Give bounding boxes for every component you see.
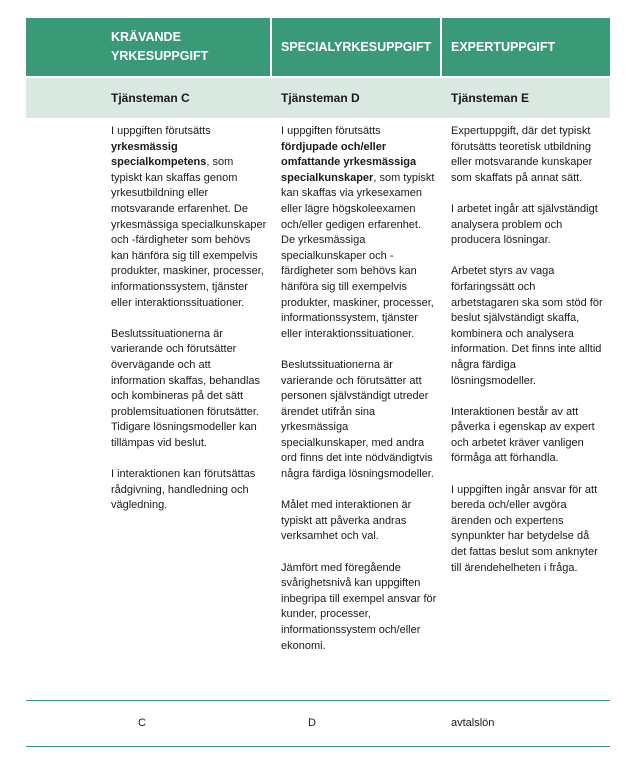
paragraph: Arbetet styrs av vaga förfaringssätt och arbetstagaren ska som stöd för beslut självständigt skaffa, kombinera och analysera information. Det finns inte alltid några färdiga lösningsmodeller. <box>451 265 603 387</box>
header-special-label: SPECIALYRKESUPPGIFT <box>281 39 432 54</box>
paragraph: I arbetet ingår att självständigt analysera problem och producera lösningar. <box>451 202 598 247</box>
header-demanding-label: KRÄVANDE YRKESUPPGIFT <box>111 30 209 63</box>
text: I uppgiften förutsätts <box>111 125 211 137</box>
text: , som typiskt kan skaffas genom yrkesutbildning eller motsvarande erfarenhet. De yrkesmässiga specialkunskaper och -färdigheter som behövs kan hänföra sig till exempelvis produkter, maskiner, processer, informationssystem, tjänster eller interaktionssituationer. <box>111 156 267 309</box>
table-bottom-rule <box>26 746 610 747</box>
header-cell-demanding <box>26 18 271 76</box>
paragraph: I interaktionen kan förutsättas rådgivning, handledning och vägledning. <box>111 468 256 512</box>
description-e <box>451 124 603 592</box>
paragraph: Interaktionen består av att påverka i egenskap av expert och arbetet kräver vanligen förmåga att förhandla. <box>451 405 595 465</box>
subheader-d: Tjänsteman D <box>281 91 360 105</box>
header-expert-label: EXPERTUPPGIFT <box>451 39 556 54</box>
footer-e: avtalslön <box>451 717 495 729</box>
paragraph: Jämfört med föregående svårighetsnivå kan uppgiften inbegripa till exempel ansvar för kunder, processer, informationssystem och/eller ekonomi. <box>281 561 437 652</box>
table-header-row <box>26 18 610 76</box>
description-d <box>281 124 437 670</box>
paragraph <box>111 124 267 311</box>
subheader-c: Tjänsteman C <box>111 91 190 105</box>
header-cell-expert <box>441 18 610 76</box>
emphasis-text: yrkesmässig specialkompetens <box>111 140 207 169</box>
paragraph: Målet med interaktionen är typiskt att påverka andras verksamhet och val. <box>281 499 412 543</box>
table-footer-row <box>26 701 610 745</box>
description-c <box>111 124 267 529</box>
emphasis-text: fördjupade och/eller omfattande yrkesmässiga specialkunskaper <box>281 140 417 184</box>
paragraph: Expertuppgift, där det typiskt förutsätts teoretisk utbildning eller motsvarande kunskaper som skaffats på annat sätt. <box>451 125 593 184</box>
text: Tidigare lösningsmodeller kan tillämpas vid beslut. <box>111 421 257 449</box>
subheader-e: Tjänsteman E <box>451 91 530 105</box>
text: Beslutssituationerna är varierande och förutsätter övervägande och att information skaffas, behandlas och kombineras på det sätt problemsituationen förutsätter. <box>111 327 260 418</box>
text: I uppgiften förutsätts <box>281 125 381 137</box>
text: , som typiskt kan skaffas via yrkesexamen eller lägre högskoleexamen och/eller gedigen erfarenhet. De yrkesmässiga specialkunskaper och -färdigheter som behövs kan hänföra sig till exempelvis produkter, maskiner, processer, informationssystem, tjänster eller interaktionssituationer. <box>281 171 435 340</box>
header-cell-special <box>271 18 441 76</box>
paragraph: I uppgiften ingår ansvar för att bereda och/eller avgöra ärenden och expertens synpunkter har betydelse då det fattas beslut som anknyter till ärendehelheten i fråga. <box>451 483 598 574</box>
footer-c: C <box>138 717 146 729</box>
table-subheader-row <box>26 78 610 118</box>
footer-d: D <box>308 717 316 729</box>
paragraph: Beslutssituationerna är varierande och förutsätter att personen självständigt utreder ärendet utifrån sina yrkesmässiga specialkunskaper, med andra ord finns det inte nödvändigtvis några färdiga lösningsmodeller. <box>281 358 434 481</box>
paragraph <box>111 327 267 452</box>
paragraph <box>281 124 437 342</box>
